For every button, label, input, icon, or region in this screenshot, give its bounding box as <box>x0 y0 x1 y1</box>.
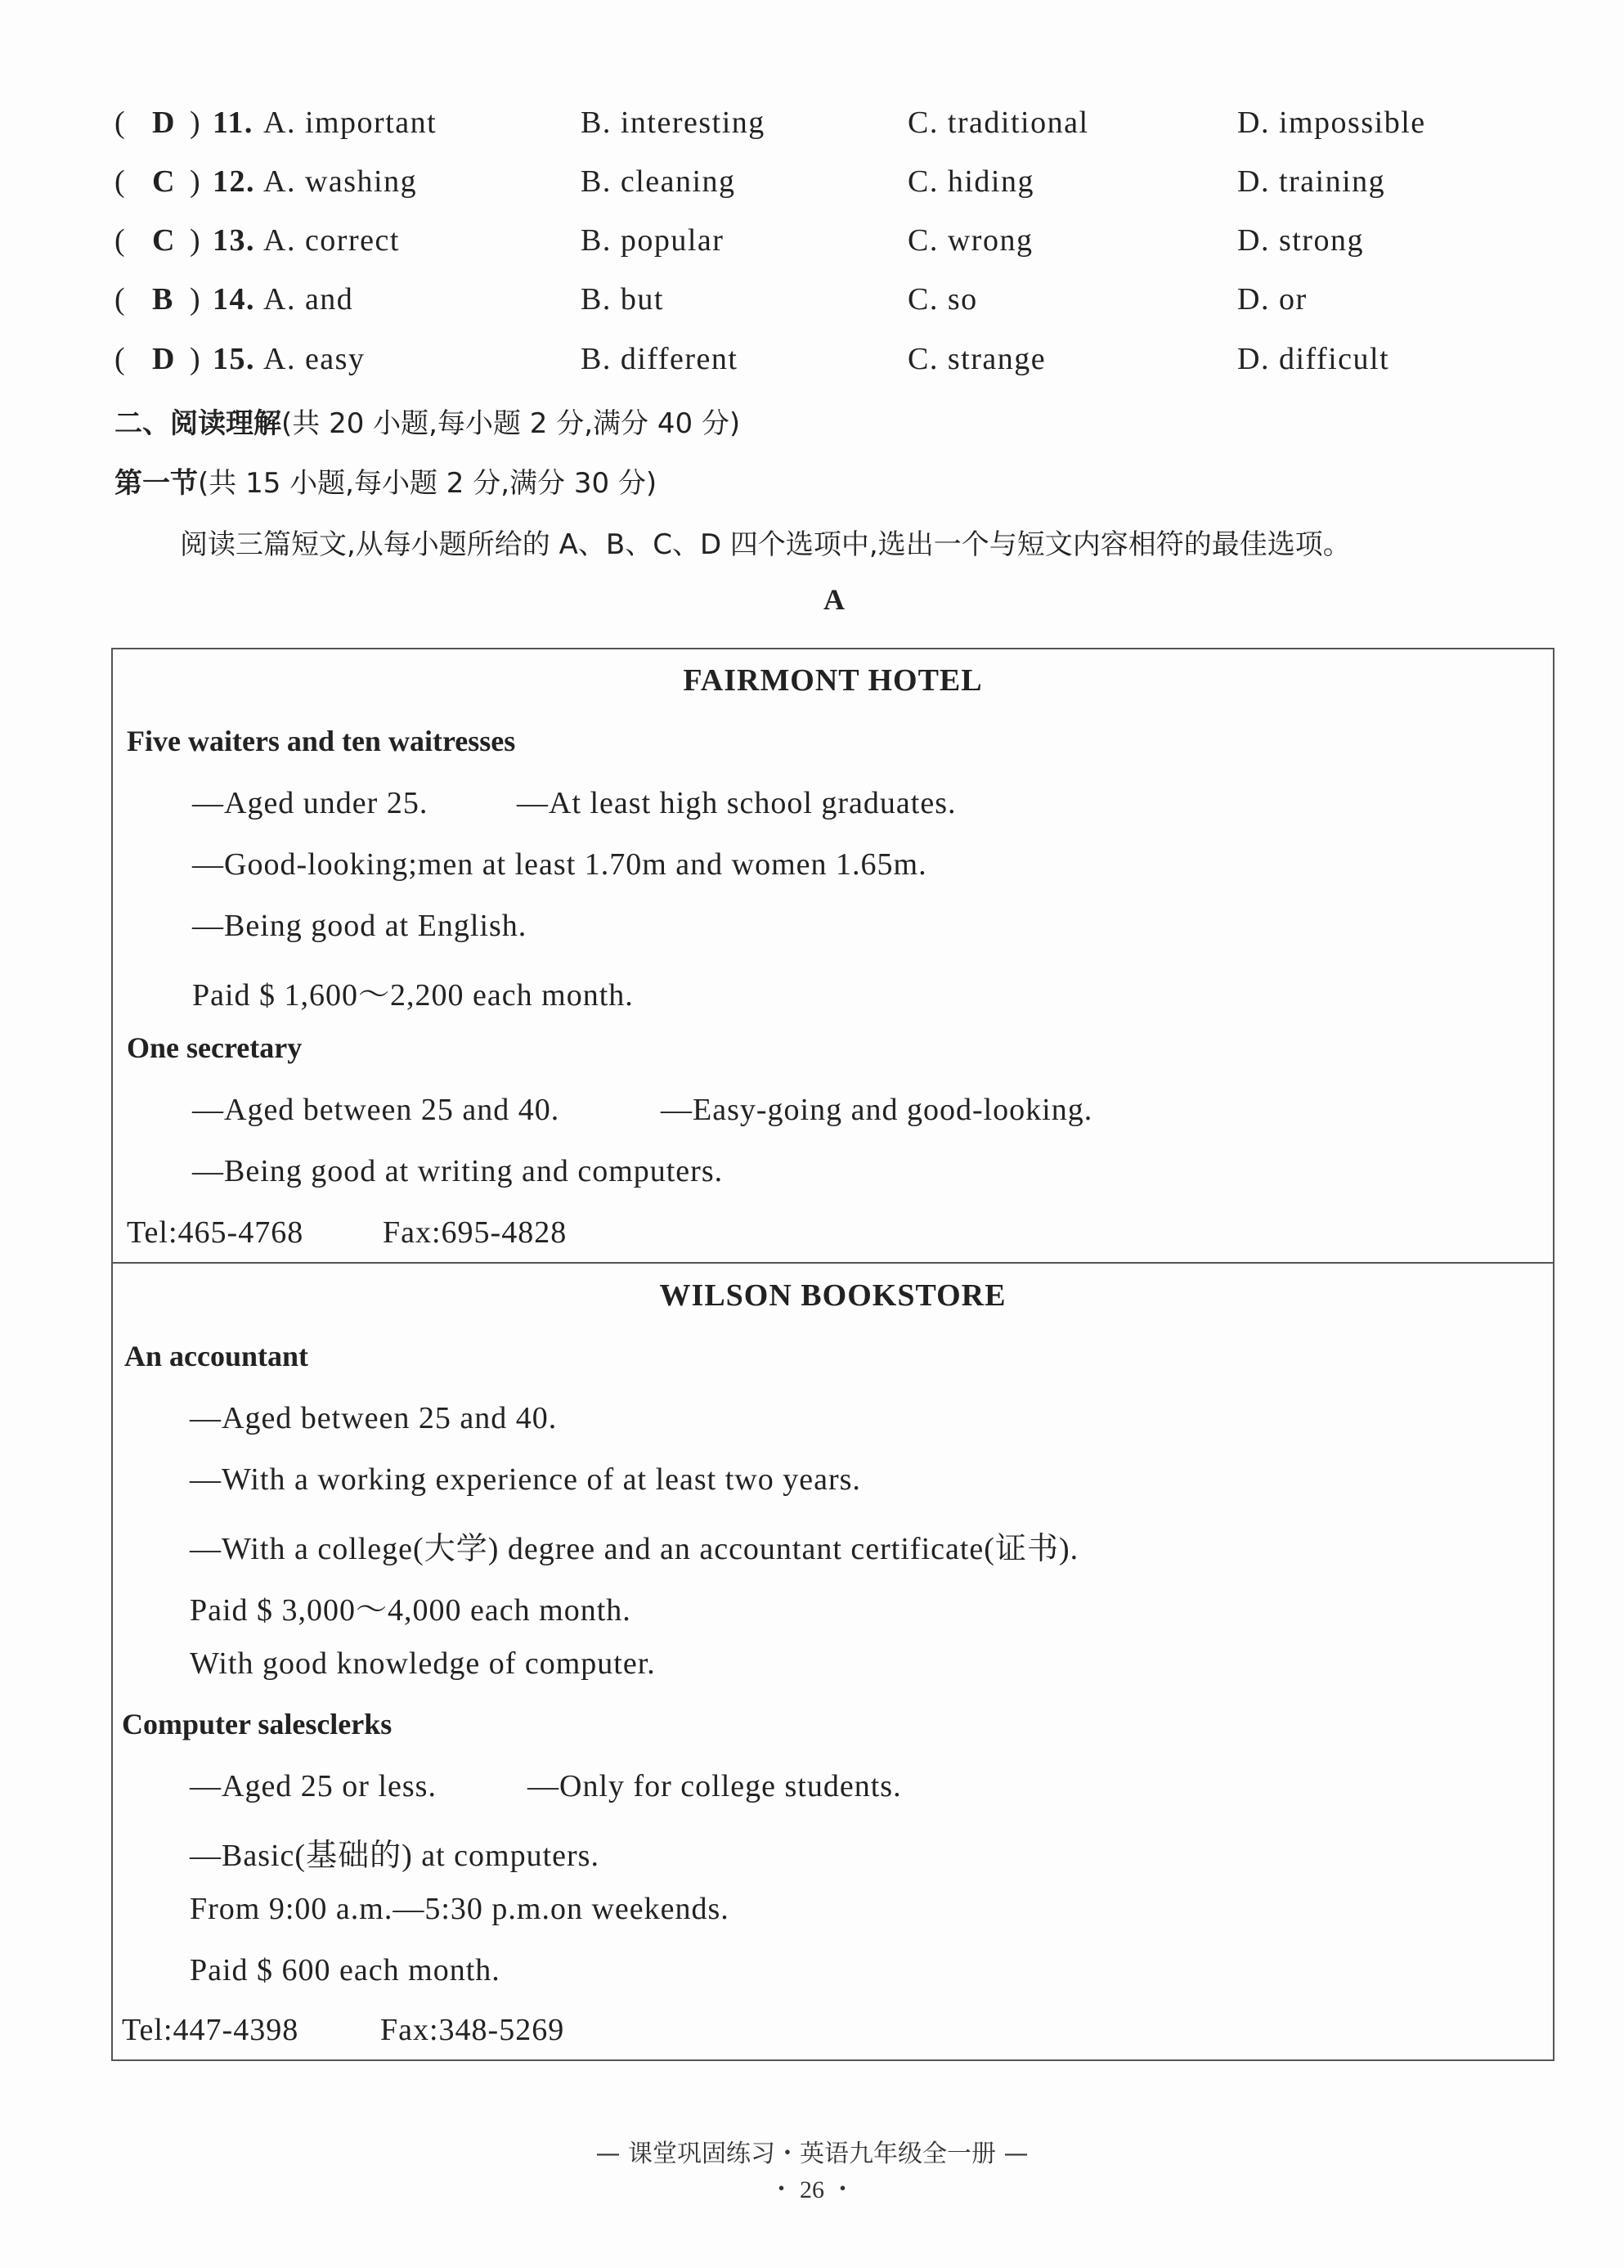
option-a: A. easy <box>263 342 366 376</box>
tel-number: Tel:447-4398 <box>122 2013 299 2047</box>
fax-number: Fax:695-4828 <box>383 1215 568 1250</box>
answer-letter: B <box>152 282 174 317</box>
requirement: —Being good at writing and computers. <box>192 1154 724 1188</box>
pay-text: Paid $ 1,600～2,200 each month. <box>192 978 634 1013</box>
question-row: ( B ) 14. A. and B. but C. so D. or <box>114 282 1308 317</box>
job-title: Five waiters and ten waitresses <box>127 725 516 757</box>
option-d: D. impossible <box>1237 106 1426 140</box>
option-b: B. different <box>581 342 738 376</box>
pay-text: Paid $ 3,000～4,000 each month. <box>190 1593 631 1628</box>
wilson-title: WILSON BOOKSTORE <box>659 1278 1007 1313</box>
option-d: D. difficult <box>1237 342 1390 376</box>
option-a: A. washing <box>263 164 418 199</box>
job-title: Computer salesclerks <box>122 1708 393 1740</box>
option-b: B. interesting <box>581 106 765 140</box>
option-c: C. hiding <box>908 164 1034 199</box>
option-d: D. strong <box>1237 223 1364 258</box>
requirement: —Good-looking;men at least 1.70m and women 1.65m. <box>192 847 927 882</box>
option-b: B. cleaning <box>581 164 736 199</box>
option-b: B. popular <box>581 223 725 258</box>
question-row: ( D ) 11. A. important B. interesting C. traditional D. impossible <box>114 106 1426 140</box>
question-number: 15. <box>213 342 255 376</box>
option-c: C. traditional <box>908 106 1089 140</box>
question-number: 14. <box>213 282 255 317</box>
hours-text: From 9:00 a.m.—5:30 p.m.on weekends. <box>190 1892 729 1926</box>
requirement: —Easy-going and good-looking. <box>661 1093 1093 1127</box>
question-row: ( D ) 15. A. easy B. different C. strange D. difficult <box>114 342 1390 376</box>
answer-letter: D <box>152 342 176 376</box>
option-a: A. correct <box>263 223 400 258</box>
answer-letter: D <box>152 106 176 140</box>
requirement: With good knowledge of computer. <box>190 1646 656 1681</box>
job-title: An accountant <box>124 1340 309 1372</box>
requirement: —Basic(基础的) at computers. <box>190 1839 599 1873</box>
question-number: 11. <box>213 106 253 140</box>
ads-divider <box>111 1262 1554 1264</box>
requirement: —With a college(大学) degree and an accountant certificate(证书). <box>190 1532 1079 1566</box>
option-b: B. but <box>581 282 664 317</box>
requirement: —Aged 25 or less. <box>190 1769 437 1803</box>
option-c: C. wrong <box>908 223 1034 258</box>
option-c: C. so <box>908 282 978 317</box>
requirement: —Aged between 25 and 40. <box>190 1401 558 1435</box>
book-footer: — 课堂巩固练习・英语九年级全一册 — <box>595 2140 1029 2168</box>
job-title: One secretary <box>127 1031 303 1064</box>
question-number: 12. <box>213 164 255 199</box>
option-d: D. or <box>1237 282 1308 317</box>
option-a: A. and <box>263 282 354 317</box>
requirement: —At least high school graduates. <box>517 786 957 820</box>
question-number: 13. <box>213 223 255 258</box>
section-heading: 二、阅读理解(共 20 小题,每小题 2 分,满分 40 分) <box>114 407 741 440</box>
fax-number: Fax:348-5269 <box>380 2013 565 2047</box>
requirement: —Only for college students. <box>527 1769 902 1803</box>
question-row: ( C ) 13. A. correct B. popular C. wrong D. strong <box>114 223 1364 258</box>
answer-letter: C <box>152 223 176 258</box>
question-row: ( C ) 12. A. washing B. cleaning C. hiding D. training <box>114 164 1386 199</box>
requirement: —Aged under 25. <box>192 786 428 820</box>
requirement: —Aged between 25 and 40. <box>192 1093 560 1127</box>
option-c: C. strange <box>908 342 1047 376</box>
requirement: —With a working experience of at least two years. <box>190 1462 861 1497</box>
tel-number: Tel:465-4768 <box>127 1215 304 1250</box>
option-a: A. important <box>263 106 437 140</box>
part-heading: 第一节(共 15 小题,每小题 2 分,满分 30 分) <box>114 467 657 500</box>
passage-label: A <box>823 583 845 616</box>
pay-text: Paid $ 600 each month. <box>190 1953 500 1987</box>
answer-letter: C <box>152 164 176 199</box>
page-number: ・ 26 ・ <box>769 2176 855 2203</box>
fairmont-title: FAIRMONT HOTEL <box>683 663 983 698</box>
option-d: D. training <box>1237 164 1386 199</box>
requirement: —Being good at English. <box>192 909 527 943</box>
instruction-text: 阅读三篇短文,从每小题所给的 A、B、C、D 四个选项中,选出一个与短文内容相符的最佳选项。 <box>180 528 1351 561</box>
answer-paren: ( <box>114 106 127 140</box>
